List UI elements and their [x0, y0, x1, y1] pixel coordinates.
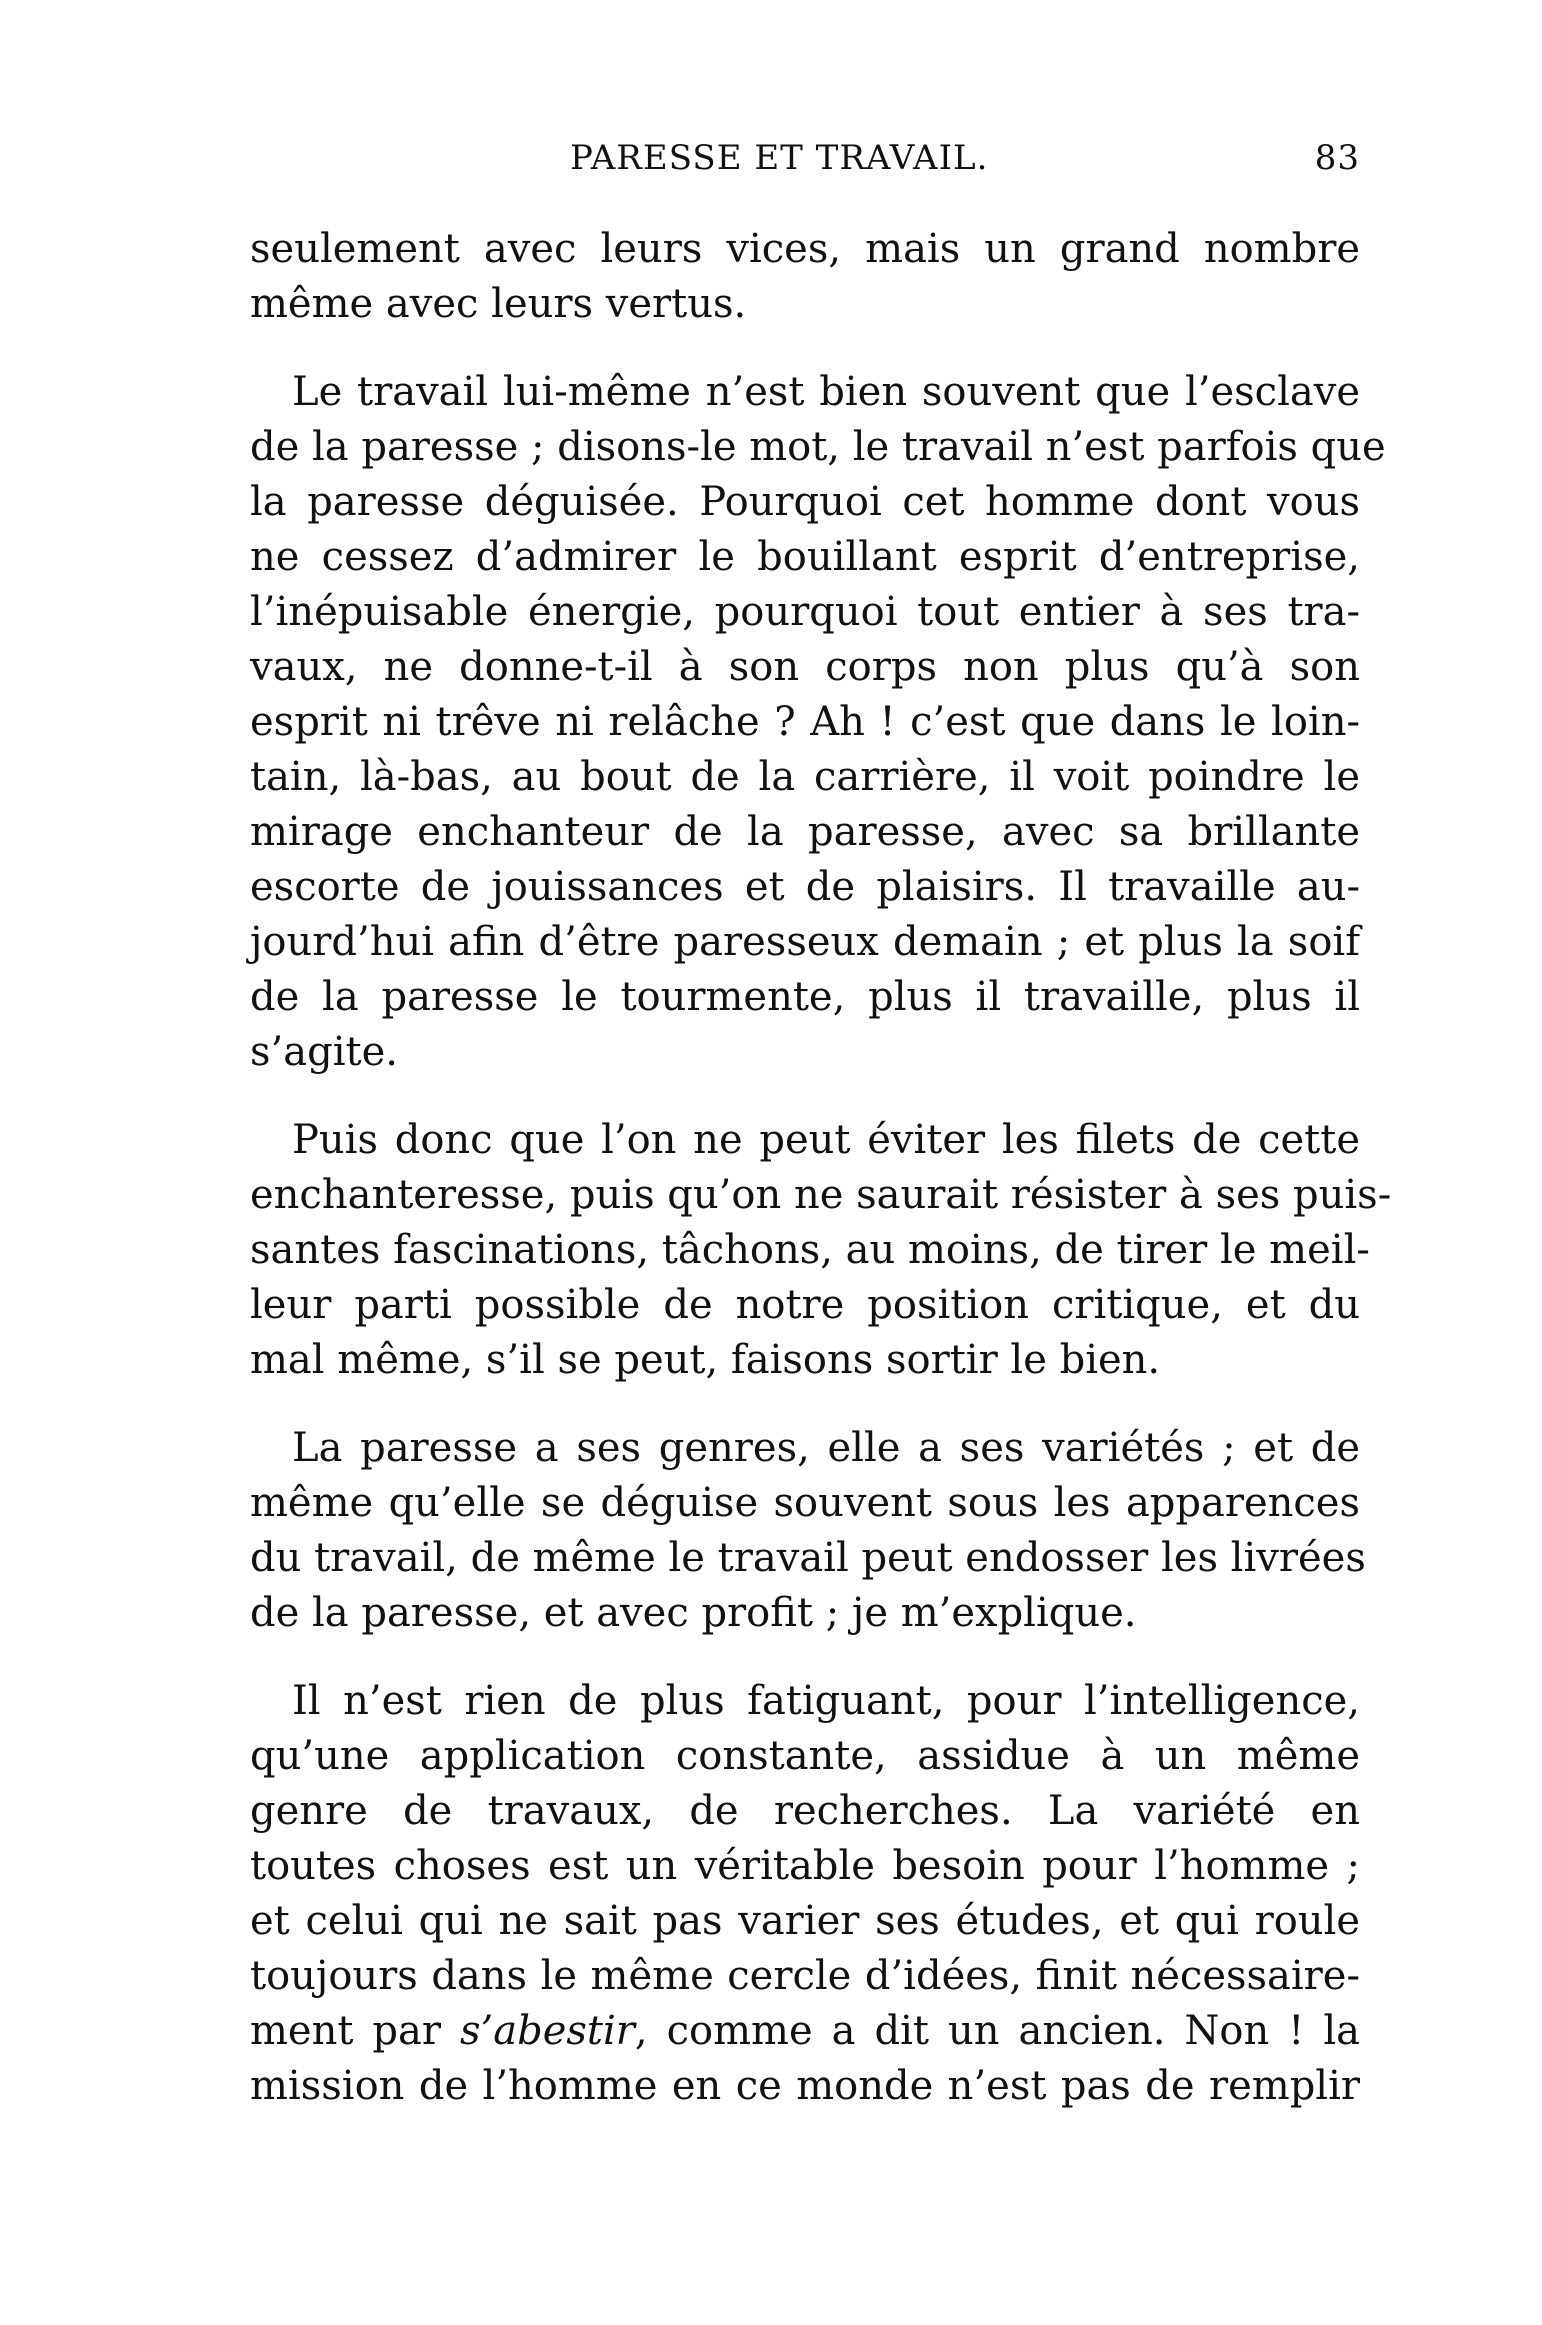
text-line: enchanteresse, puis qu’on ne saurait résister à ses puis-: [250, 1172, 1392, 1218]
running-title: PARESSE ET TRAVAIL.: [570, 138, 989, 178]
text-line: esprit ni trêve ni relâche ? Ah ! c’est que dans le loin-: [250, 699, 1360, 745]
italic-word: s’abestir: [460, 2008, 635, 2054]
text-line: santes fascinations, tâchons, au moins, de tirer le meil-: [250, 1227, 1370, 1273]
text-line: l’inépuisable énergie, pourquoi tout entier à ses tra-: [250, 589, 1360, 635]
text-line: Puis donc que l’on ne peut éviter les filets de cette: [292, 1117, 1360, 1163]
text-run: ment par: [250, 2008, 461, 2054]
text-line: ne cessez d’admirer le bouillant esprit d’entreprise,: [250, 534, 1360, 580]
text-line: qu’une application constante, assidue à un même: [250, 1733, 1360, 1779]
text-line: de la paresse, et avec profit ; je m’explique.: [250, 1590, 1137, 1636]
paragraph-1: [250, 222, 1360, 332]
paragraph-3: [250, 1113, 1392, 1388]
text-line: vaux, ne donne-t-il à son corps non plus qu’à son: [250, 644, 1360, 690]
text-line: de la paresse ; disons-le mot, le travail n’est parfois que: [250, 424, 1386, 470]
text-line: escorte de jouissances et de plaisirs. Il travaille au-: [250, 864, 1360, 910]
body-text: [250, 222, 1392, 2114]
text-line: tain, là-bas, au bout de la carrière, il voit poindre le: [250, 754, 1360, 800]
text-line: Il n’est rien de plus fatiguant, pour l’intelligence,: [292, 1678, 1360, 1724]
text-line: et celui qui ne sait pas varier ses études, et qui roule: [250, 1898, 1360, 1944]
text-line: Le travail lui-même n’est bien souvent que l’esclave: [292, 369, 1360, 415]
text-line: toutes choses est un véritable besoin pour l’homme ;: [250, 1843, 1360, 1889]
text-line: mal même, s’il se peut, faisons sortir le bien.: [250, 1337, 1161, 1383]
text-line: même avec leurs vertus.: [250, 281, 747, 327]
text-line: la paresse déguisée. Pourquoi cet homme dont vous: [250, 479, 1360, 525]
text-run: , comme a dit un ancien. Non ! la: [634, 2008, 1360, 2054]
text-line: jourd’hui afin d’être paresseux demain ; et plus la soif: [250, 919, 1360, 965]
text-line: s’agite.: [250, 1029, 398, 1075]
text-line: leur parti possible de notre position critique, et du: [250, 1282, 1360, 1328]
page-number: 83: [1314, 138, 1360, 178]
running-head: [250, 138, 1360, 188]
text-line-with-italic: [250, 2004, 1360, 2059]
text-line: de la paresse le tourmente, plus il travaille, plus il: [250, 974, 1360, 1020]
text-line: mission de l’homme en ce monde n’est pas de remplir: [250, 2063, 1360, 2109]
text-line: La paresse a ses genres, elle a ses variétés ; et de: [292, 1425, 1360, 1471]
text-line: même qu’elle se déguise souvent sous les apparences: [250, 1480, 1360, 1526]
text-line: mirage enchanteur de la paresse, avec sa brillante: [250, 809, 1360, 855]
text-line: genre de travaux, de recherches. La variété en: [250, 1788, 1360, 1834]
paragraph-2: [250, 365, 1386, 1080]
paragraph-4: [250, 1421, 1366, 1641]
text-line: du travail, de même le travail peut endosser les livrées: [250, 1535, 1366, 1581]
text-line: toujours dans le même cercle d’idées, finit nécessaire-: [250, 1953, 1360, 1999]
text-line: seulement avec leurs vices, mais un grand nombre: [250, 226, 1360, 272]
paragraph-5: [250, 1674, 1360, 2114]
